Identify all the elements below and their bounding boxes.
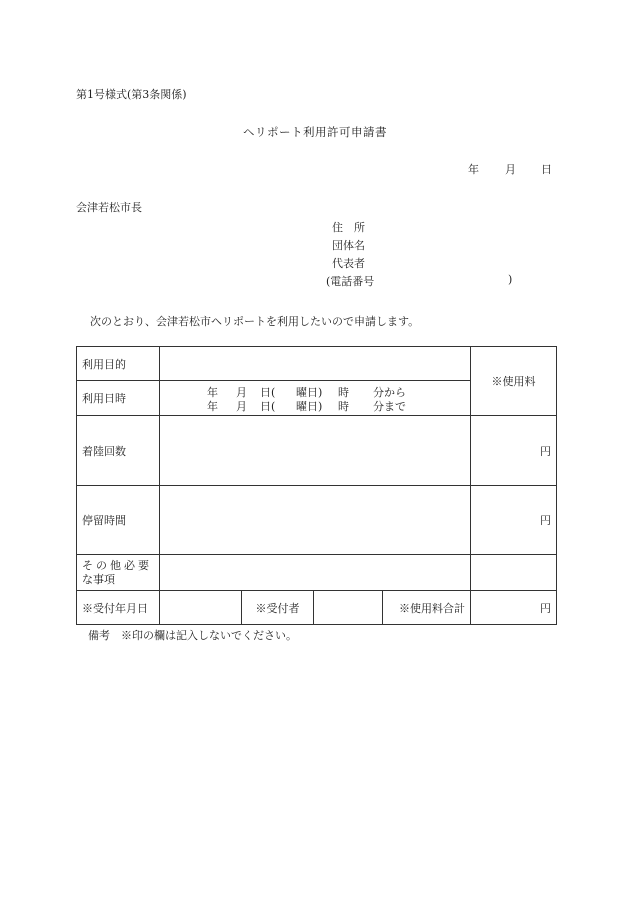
landings-label: 着陸回数 bbox=[77, 416, 160, 486]
request-statement: 次のとおり、会津若松市ヘリポートを利用したいので申請します。 bbox=[90, 315, 420, 328]
date-month-label: 月 bbox=[505, 163, 516, 176]
fee-total-yen: 円 bbox=[471, 591, 557, 625]
to-year-label: 年 bbox=[207, 400, 218, 413]
document-title: ヘリポート利用許可申請書 bbox=[243, 125, 387, 139]
other-matters-label-line1: その他必要 bbox=[82, 558, 152, 572]
from-weekday-label: 曜日) bbox=[296, 386, 323, 399]
other-row bbox=[77, 555, 557, 591]
received-date-field[interactable] bbox=[160, 591, 242, 625]
to-month-label: 月 bbox=[236, 400, 247, 413]
receiver-field[interactable] bbox=[314, 591, 383, 625]
landings-row bbox=[77, 416, 557, 486]
stay-fee-yen: 円 bbox=[471, 486, 557, 555]
date-day-label: 日 bbox=[541, 163, 552, 176]
purpose-row bbox=[77, 347, 557, 381]
applicant-phone-label: (電話番号 bbox=[326, 275, 375, 288]
from-year-label: 年 bbox=[207, 386, 218, 399]
applicant-address-label: 住 所 bbox=[332, 221, 365, 234]
datetime-label: 利用日時 bbox=[77, 381, 160, 416]
to-minute-label: 分まで bbox=[373, 400, 406, 413]
application-table bbox=[76, 346, 557, 625]
other-matters-label bbox=[77, 555, 160, 591]
other-matters-field[interactable] bbox=[160, 555, 471, 591]
form-number: 第1号様式(第3条関係) bbox=[76, 88, 187, 101]
datetime-field[interactable] bbox=[160, 381, 471, 416]
datetime-to-line bbox=[165, 398, 465, 412]
purpose-label: 利用目的 bbox=[77, 347, 160, 381]
other-matters-label-line2: な事項 bbox=[82, 572, 115, 586]
to-hour-label: 時 bbox=[338, 400, 349, 413]
remarks: 備考 ※印の欄は記入しないでください。 bbox=[88, 629, 297, 642]
stay-field[interactable] bbox=[160, 486, 471, 555]
from-month-label: 月 bbox=[236, 386, 247, 399]
from-day-label: 日( bbox=[260, 386, 276, 399]
receiver-label: ※受付者 bbox=[242, 591, 314, 625]
stay-label: 停留時間 bbox=[77, 486, 160, 555]
usage-fee-label: ※使用料 bbox=[471, 347, 557, 416]
stay-row bbox=[77, 486, 557, 555]
fee-total-label: ※使用料合計 bbox=[383, 591, 471, 625]
landings-field[interactable] bbox=[160, 416, 471, 486]
to-weekday-label: 曜日) bbox=[296, 400, 323, 413]
applicant-representative-label: 代表者 bbox=[332, 257, 365, 270]
to-day-label: 日( bbox=[260, 400, 276, 413]
applicant-phone-close: ) bbox=[508, 273, 513, 286]
other-matters-fee bbox=[471, 555, 557, 591]
footer-row bbox=[77, 591, 557, 625]
datetime-from-line bbox=[165, 384, 465, 398]
date-year-label: 年 bbox=[468, 163, 479, 176]
purpose-field[interactable] bbox=[160, 347, 471, 381]
addressee: 会津若松市長 bbox=[76, 201, 142, 214]
from-minute-label: 分から bbox=[373, 386, 406, 399]
applicant-organization-label: 団体名 bbox=[332, 239, 365, 252]
received-date-label: ※受付年月日 bbox=[77, 591, 160, 625]
landings-fee-yen: 円 bbox=[471, 416, 557, 486]
from-hour-label: 時 bbox=[338, 386, 349, 399]
